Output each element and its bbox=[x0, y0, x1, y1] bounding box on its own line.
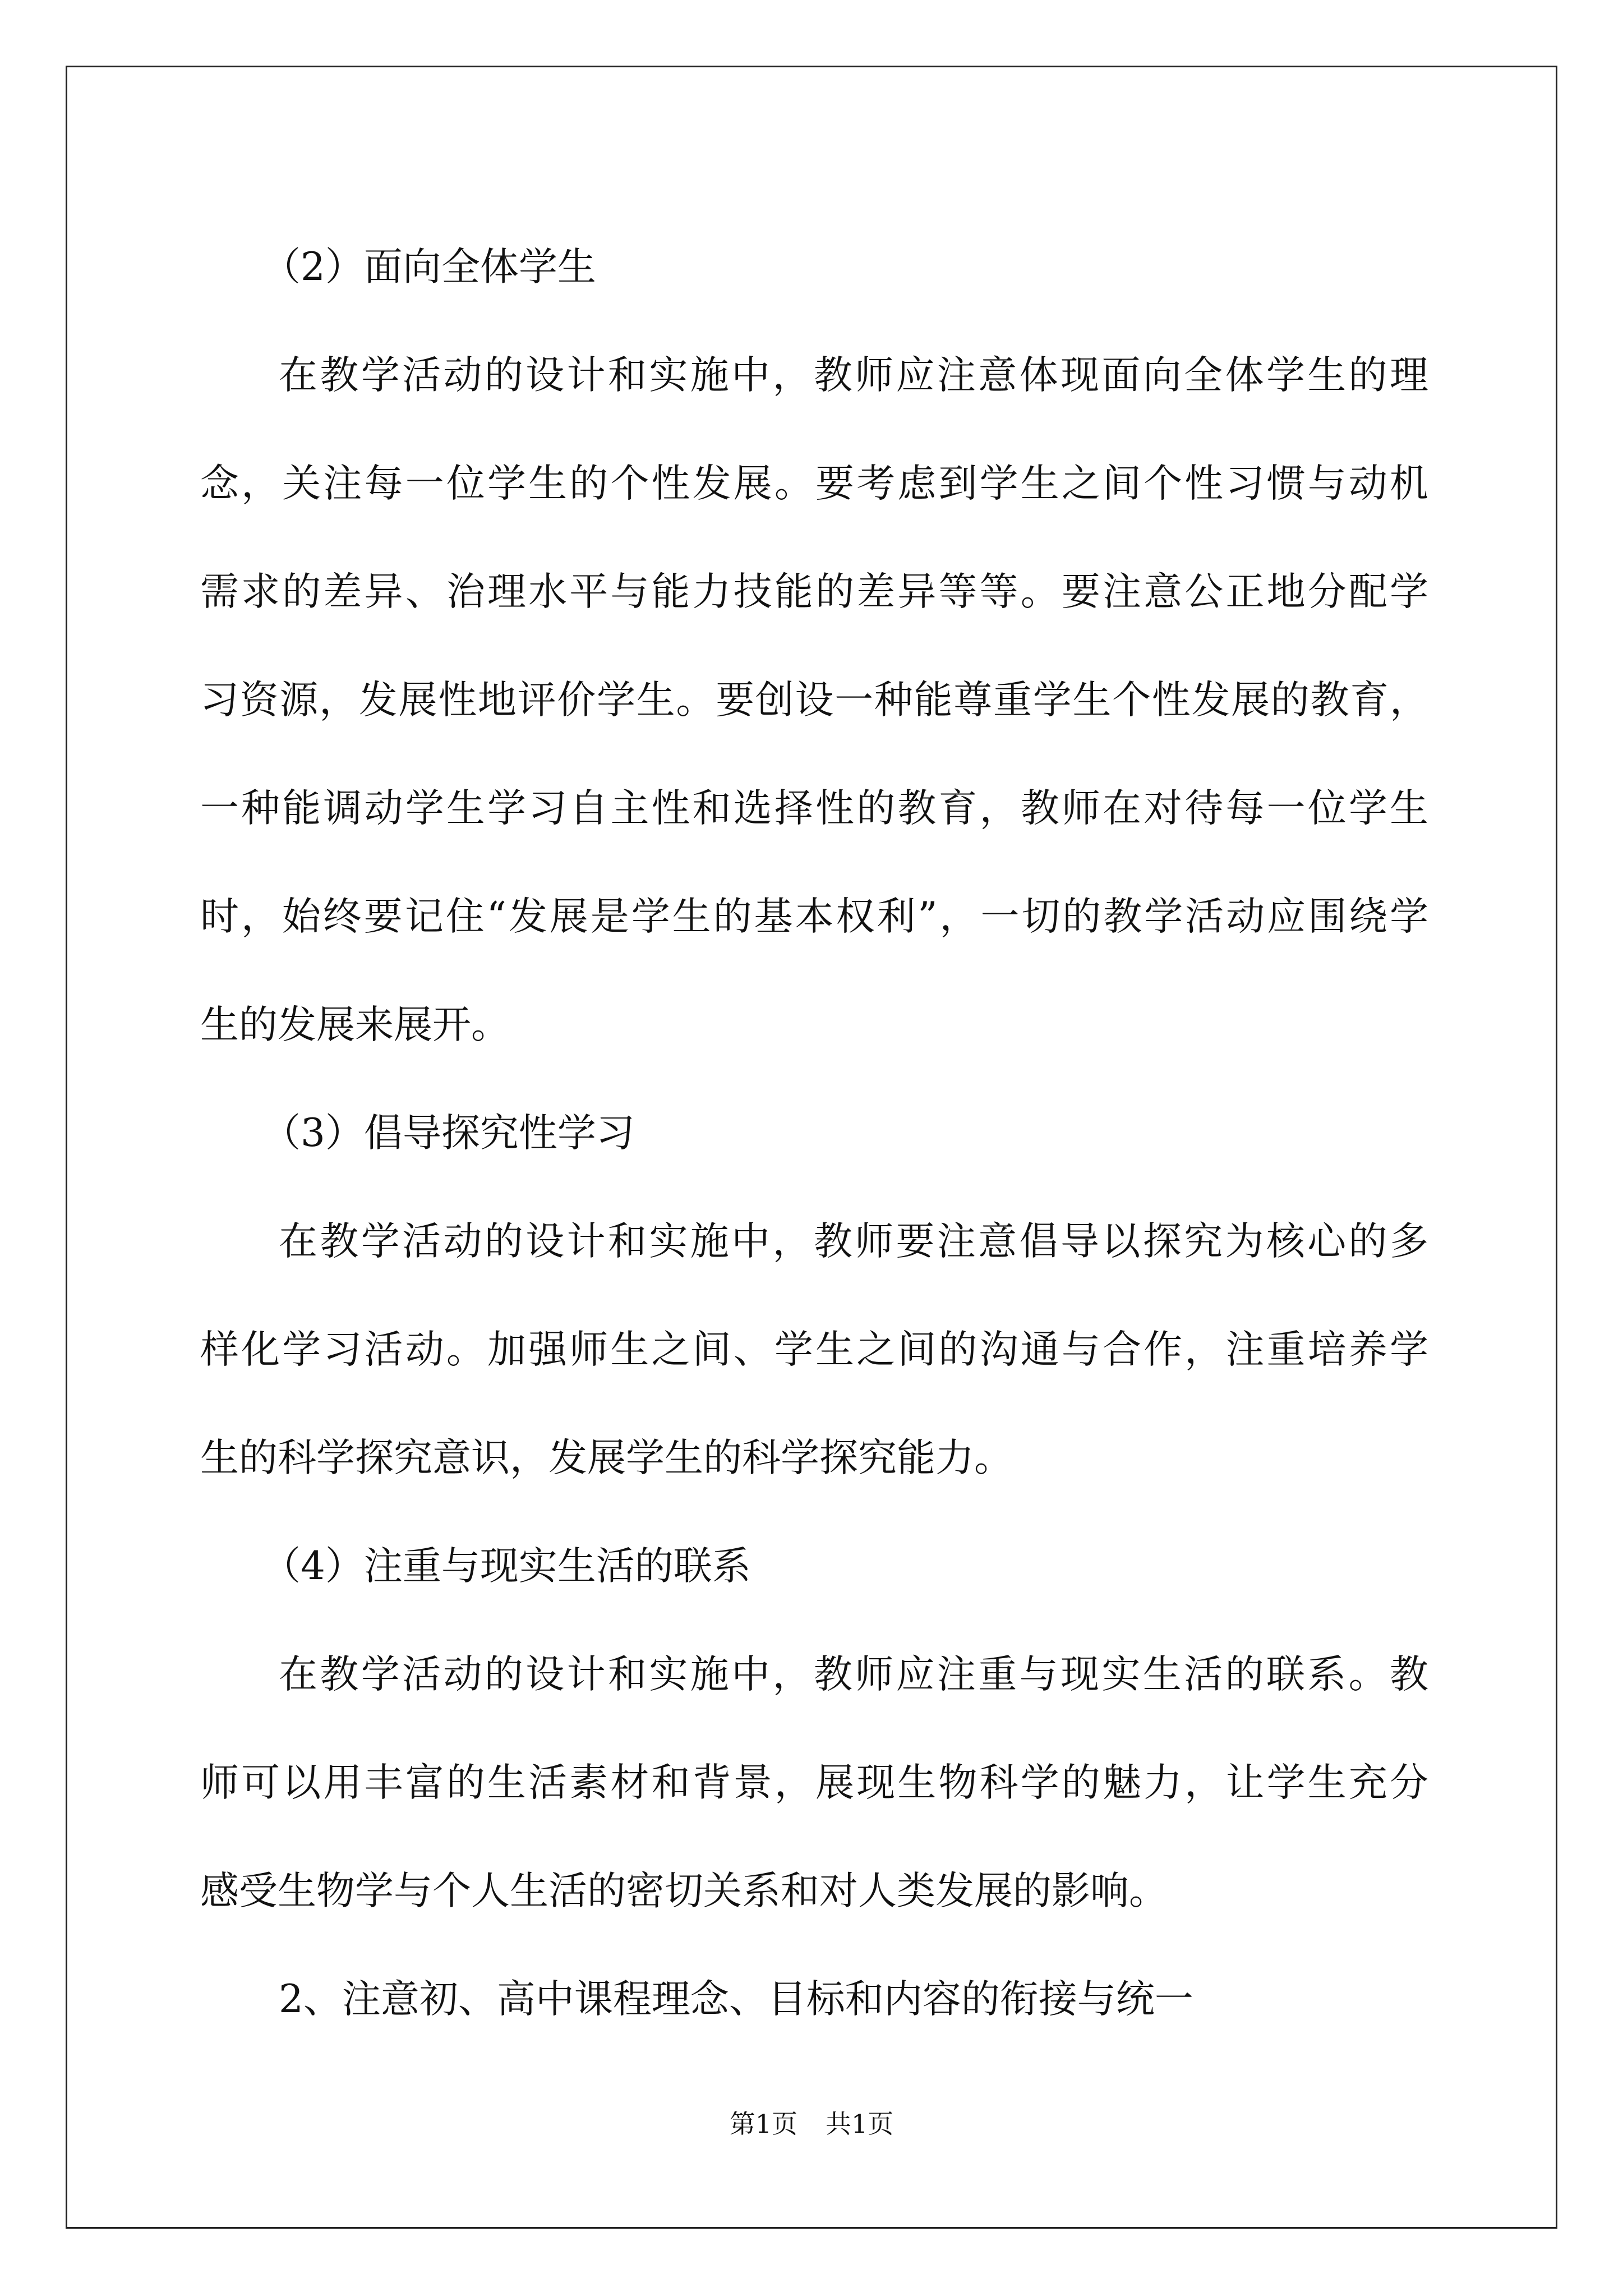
heading-3: （3）倡导探究性学习 bbox=[262, 1111, 635, 1156]
paragraph-line: 生的发展来展开。 bbox=[200, 1002, 510, 1047]
page-number-current: 第1页 bbox=[729, 2109, 797, 2139]
page-footer bbox=[0, 2104, 1623, 2141]
paragraph-line: 需求的差异、治理水平与能力技能的差异等等。要注意公正地分配学 bbox=[200, 569, 1428, 614]
paragraph-line: 在教学活动的设计和实施中，教师要注意倡导以探究为核心的多 bbox=[279, 1219, 1428, 1264]
paragraph-line: 样化学习活动。加强师生之间、学生之间的沟通与合作，注重培养学 bbox=[200, 1327, 1428, 1372]
paragraph-line: 生的科学探究意识，发展学生的科学探究能力。 bbox=[200, 1435, 1013, 1480]
paragraph-line: 时，始终要记住“发展是学生的基本权利”，一切的教学活动应围绕学 bbox=[200, 894, 1428, 939]
paragraph-line: 习资源，发展性地评价学生。要创设一种能尊重学生个性发展的教育， bbox=[200, 678, 1428, 723]
document-body bbox=[200, 213, 1428, 2054]
page-number-total: 共1页 bbox=[826, 2109, 894, 2139]
paragraph-line: 念，关注每一位学生的个性发展。要考虑到学生之间个性习惯与动机 bbox=[200, 461, 1428, 506]
paragraph-line: 在教学活动的设计和实施中，教师应注重与现实生活的联系。教 bbox=[279, 1652, 1428, 1697]
paragraph-line: 在教学活动的设计和实施中，教师应注意体现面向全体学生的理 bbox=[279, 353, 1428, 398]
heading-2: （2）面向全体学生 bbox=[262, 245, 596, 289]
paragraph-line: 一种能调动学生学习自主性和选择性的教育，教师在对待每一位学生 bbox=[200, 786, 1428, 831]
heading-4: （4）注重与现实生活的联系 bbox=[262, 1544, 751, 1589]
paragraph-line: 感受生物学与个人生活的密切关系和对人类发展的影响。 bbox=[200, 1869, 1168, 1913]
paragraph-line: 师可以用丰富的生活素材和背景，展现生物科学的魅力，让学生充分 bbox=[200, 1760, 1428, 1805]
section-heading: 2、注意初、高中课程理念、目标和内容的衔接与统一 bbox=[279, 1977, 1193, 2022]
